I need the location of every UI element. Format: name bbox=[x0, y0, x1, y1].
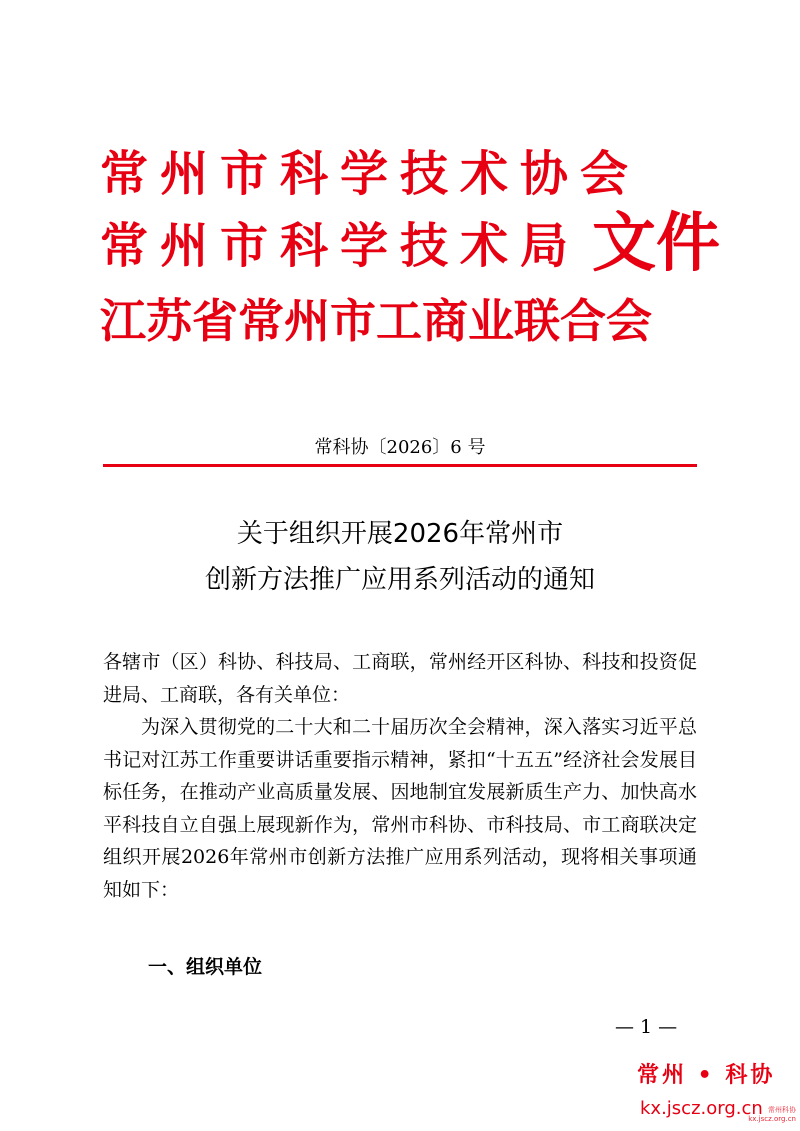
watermark-url: kx.jscz.org.cn bbox=[640, 1098, 763, 1119]
section-heading: 一、组织单位 bbox=[148, 956, 263, 978]
notice-title-line-1: 关于组织开展2026年常州市 bbox=[236, 519, 564, 549]
watermark-title: 常州 • 科协 bbox=[637, 1063, 776, 1088]
issuing-org-stb: 常州市科学技术局 bbox=[100, 218, 581, 274]
body-paragraph: 为深入贯彻党的二十大和二十届历次全会精神，深入落实习近平总书记对江苏工作重要讲话重要指示精神，紧扣“十五五”经济社会发展目标任务，在推动产业高质量发展、因地制宜发展新质生产力、加快高水平科技自立自强上展现新作为，常州市科协、市科技局、市工商联决定组织开展2026年常州市创新方法推广应用系列活动，现将相关事项通知如下： bbox=[103, 716, 697, 901]
issuing-org-cast: 常州市科学技术协会 bbox=[100, 146, 641, 202]
watermark-stamp-name: 常州科协 bbox=[768, 1106, 796, 1114]
document-label: 文件 bbox=[592, 207, 720, 281]
red-divider bbox=[103, 464, 697, 467]
issuing-org-fic: 江苏省常州市工商业联合会 bbox=[100, 294, 652, 348]
salutation: 各辖市（区）科协、科技局、工商联，常州经开区科协、科技和投资促进局、工商联，各有关单位： bbox=[103, 651, 697, 706]
page-number: — 1 — bbox=[615, 1016, 678, 1038]
watermark-stamp-url: kx.jscz.org.cn bbox=[748, 1115, 796, 1123]
notice-body bbox=[103, 646, 697, 906]
document-number: 常科协〔2026〕6 号 bbox=[314, 437, 486, 458]
notice-title-line-2: 创新方法推广应用系列活动的通知 bbox=[204, 565, 595, 595]
watermark-stamp bbox=[738, 1106, 796, 1124]
